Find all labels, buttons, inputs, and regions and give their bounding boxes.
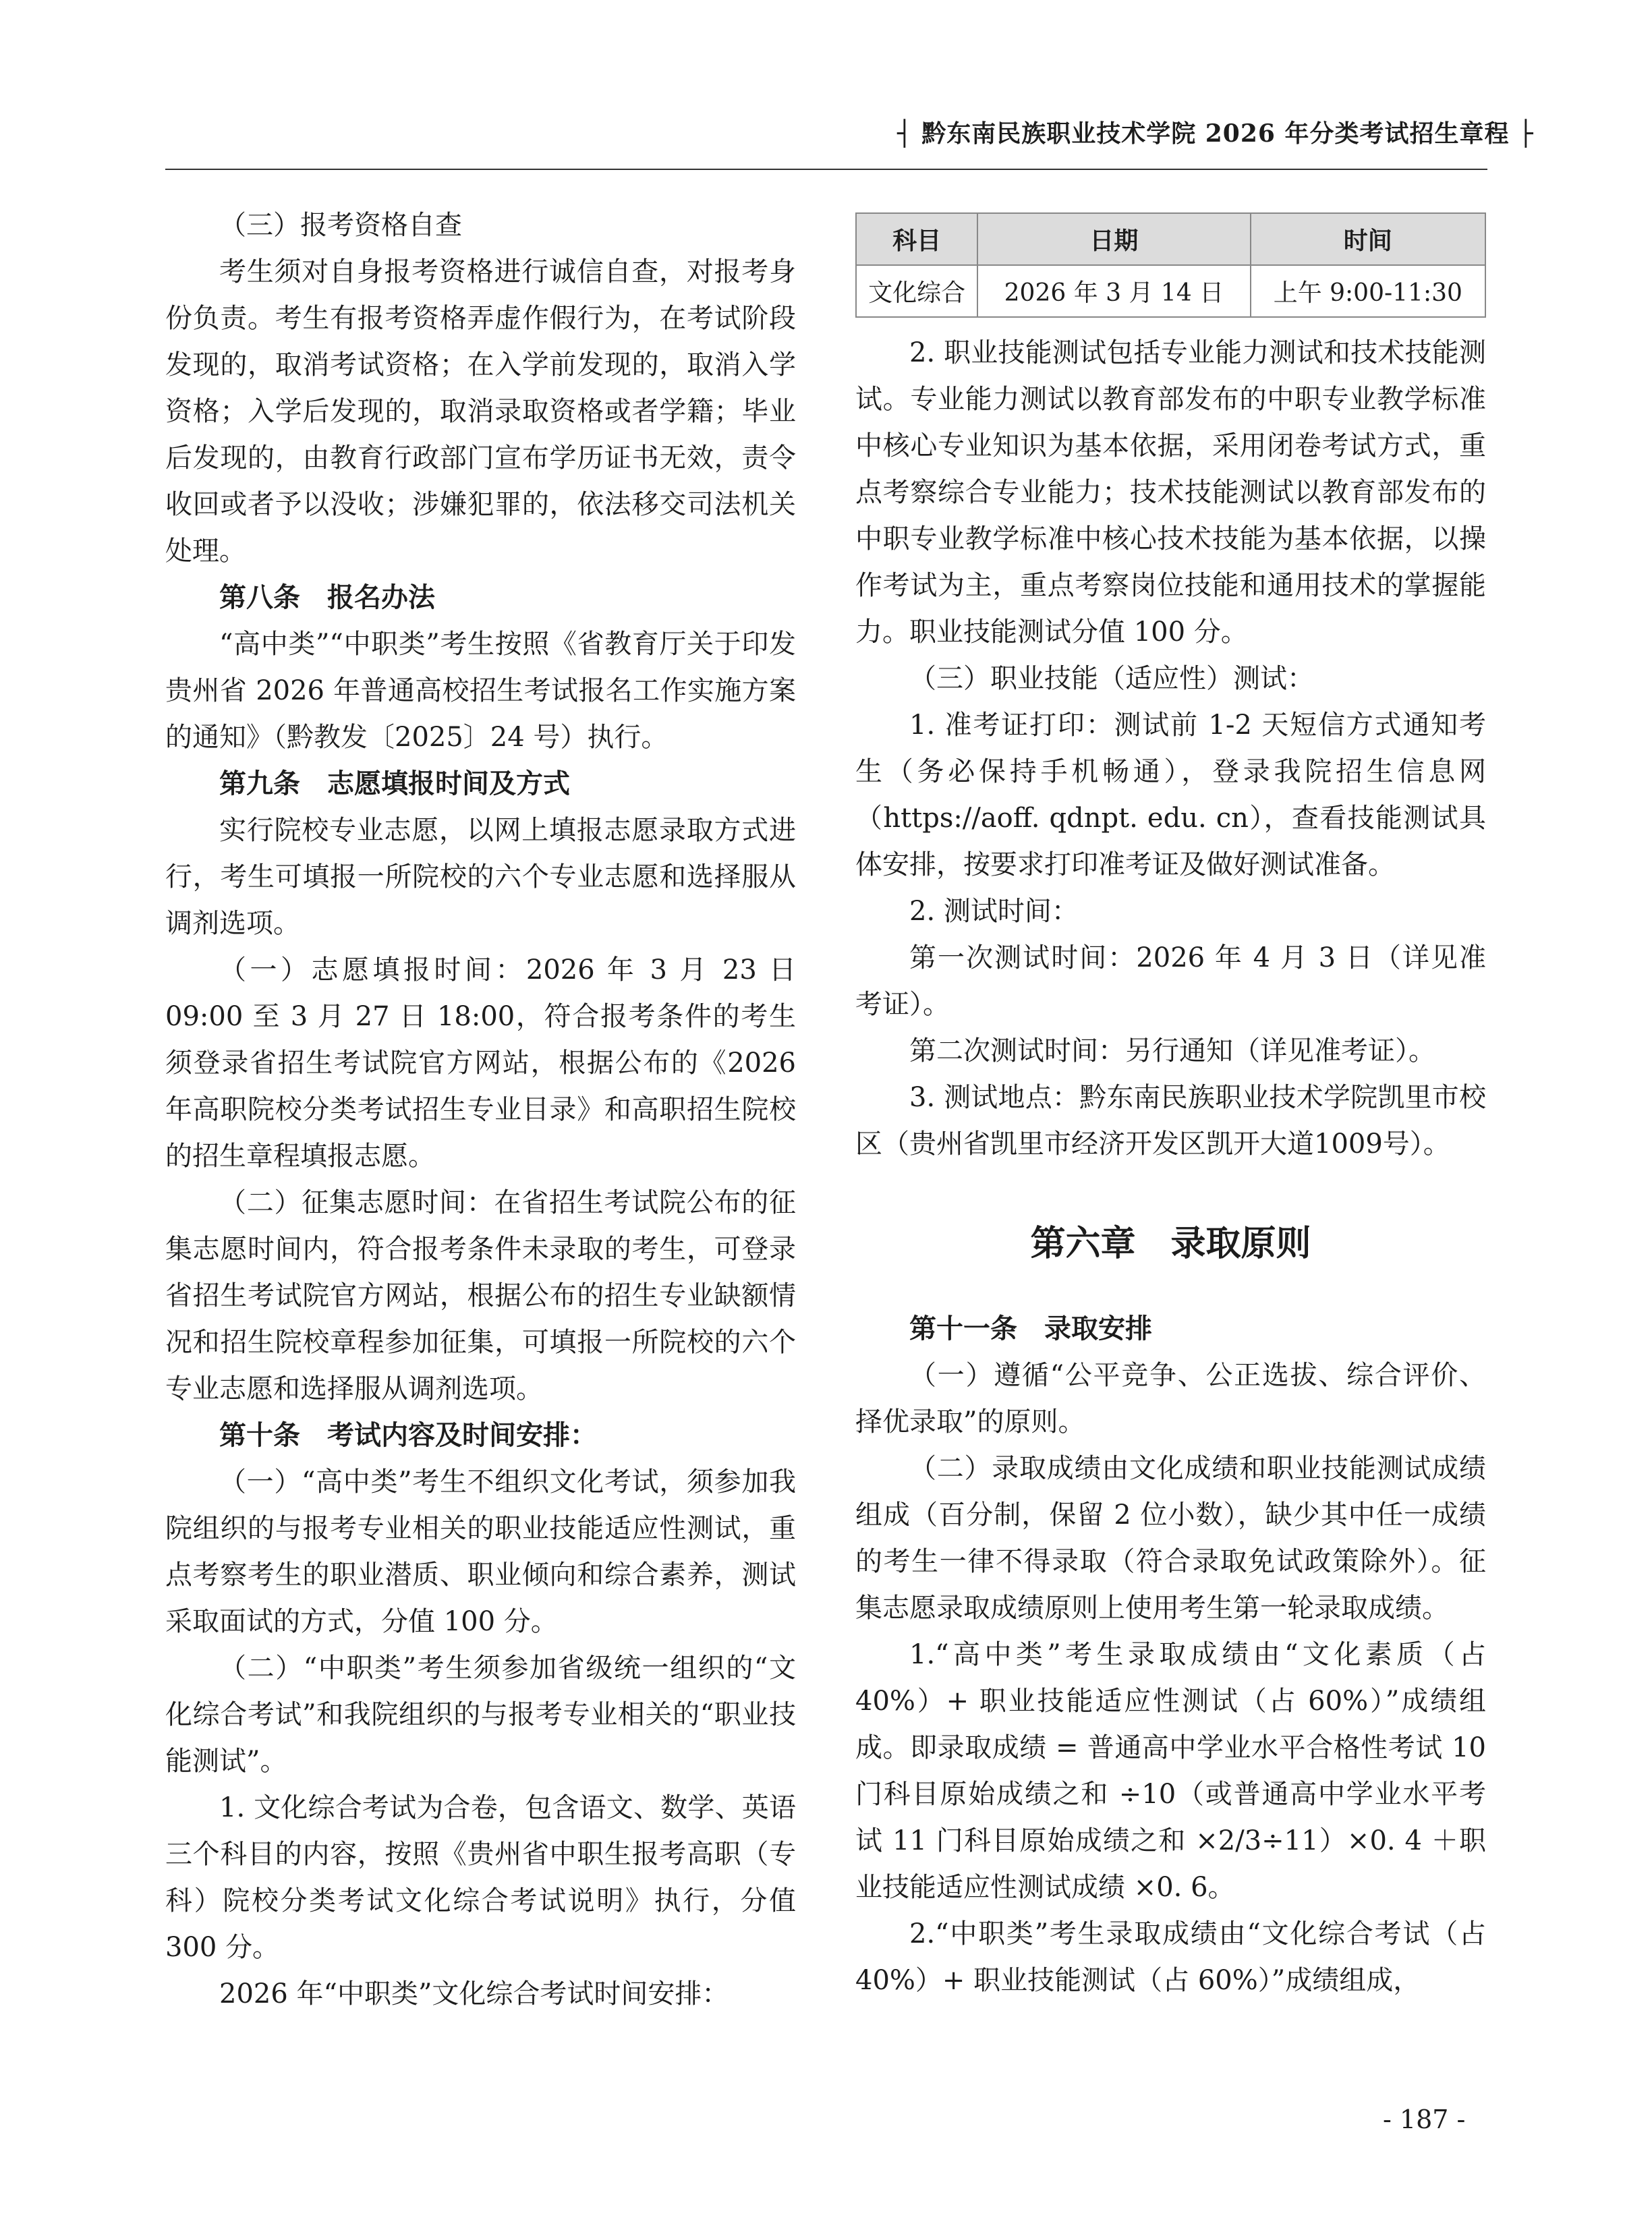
paragraph: 2026 年“中职类”文化综合考试时间安排： <box>219 1978 729 2009</box>
paragraph: （一）志愿填报时间：2026 年 3 月 23 日 09:00 至 3 月 27 日 18:00，符合报考条件的考生须登录省招生考试院官方网站，根据公布的《2026 年高职院校分类考试招生专业目录》和高职招生院校的招生章程填报志愿。 <box>165 954 796 1172</box>
left-column <box>165 202 796 2018</box>
paragraph: 3. 测试地点：黔东南民族职业技术学院凯里市校区（贵州省凯里市经济开发区凯开大道1009号）。 <box>855 1082 1486 1160</box>
paragraph: 1. 文化综合考试为合卷，包含语文、数学、英语三个科目的内容，按照《贵州省中职生报考高职（专科）院校分类考试文化综合考试说明》执行，分值 300 分。 <box>165 1792 796 1963</box>
paragraph: （三）职业技能（适应性）测试： <box>909 663 1314 694</box>
table-cell: 上午 9:00-11:30 <box>1251 265 1485 317</box>
header-rule <box>165 169 1487 170</box>
chapter-title: 第六章 录取原则 <box>1030 1224 1311 1264</box>
paragraph: “高中类”“中职类”考生按照《省教育厅关于印发贵州省 2026 年普通高校招生考试报名工作实施方案的通知》（黔教发〔2025〕24 号）执行。 <box>165 629 796 753</box>
paragraph: （二）“中职类”考生须参加省级统一组织的“文化综合考试”和我院组织的与报考专业相关的“职业技能测试”。 <box>165 1653 796 1777</box>
running-header: ┤ 黔东南民族职业技术学院 2026 年分类考试招生章程 ├ <box>897 119 1534 148</box>
article-heading: 第九条 志愿填报时间及方式 <box>219 768 570 799</box>
exam-schedule-table <box>855 212 1486 318</box>
paragraph: 2.“中职类”考生录取成绩由“文化综合考试（占 40%）+ 职业技能测试（占 60%）”成绩组成， <box>855 1918 1486 1996</box>
table-header-cell: 时间 <box>1251 213 1485 265</box>
table-header-cell: 日期 <box>977 213 1250 265</box>
paragraph: （二）征集志愿时间：在省招生考试院公布的征集志愿时间内，符合报考条件未录取的考生，可登录省招生考试院官方网站，根据公布的招生专业缺额情况和招生院校章程参加征集，可填报一所院校的六个专业志愿和选择服从调剂选项。 <box>165 1187 796 1404</box>
paragraph: 2. 测试时间： <box>909 896 1079 927</box>
paragraph: 1.“高中类”考生录取成绩由“文化素质（占 40%）+ 职业技能适应性测试（占 60%）”成绩组成。即录取成绩 = 普通高中学业水平合格性考试 10 门科目原始成绩之和 ÷10（或普通高中学业水平考试 11 门科目原始成绩之和 ×2/3÷11）×0. 4 ＋职业技能适应性测试成绩 ×0. 6。 <box>855 1639 1486 1903</box>
paragraph: 2. 职业技能测试包括专业能力测试和技术技能测试。专业能力测试以教育部发布的中职专业教学标准中核心专业知识为基本依据，采用闭卷考试方式，重点考察综合专业能力；技术技能测试以教育部发布的中职专业教学标准中核心技术技能为基本依据，以操作考试为主，重点考察岗位技能和通用技术的掌握能力。职业技能测试分值 100 分。 <box>855 337 1486 648</box>
table-header-cell: 科目 <box>856 213 977 265</box>
table-cell: 2026 年 3 月 14 日 <box>977 265 1250 317</box>
page-number: - 187 - <box>1383 2105 1466 2134</box>
table-row <box>856 265 1485 317</box>
paragraph: （三）报考资格自查 <box>219 210 462 241</box>
table-cell: 文化综合 <box>856 265 977 317</box>
paragraph: 1. 准考证打印：测试前 1-2 天短信方式通知考生（务必保持手机畅通），登录我院招生信息网（https://aoff. qdnpt. edu. cn），查看技能测试具体安排，按要求打印准考证及做好测试准备。 <box>855 710 1486 880</box>
paragraph: 第二次测试时间：另行通知（详见准考证）。 <box>909 1035 1435 1066</box>
paragraph: 第一次测试时间：2026 年 4 月 3 日（详见准考证）。 <box>855 942 1486 1020</box>
paragraph: 实行院校专业志愿，以网上填报志愿录取方式进行，考生可填报一所院校的六个专业志愿和选择服从调剂选项。 <box>165 815 796 939</box>
paragraph: （二）录取成绩由文化成绩和职业技能测试成绩组成（百分制，保留 2 位小数），缺少其中任一成绩的考生一律不得录取（符合录取免试政策除外）。征集志愿录取成绩原则上使用考生第一轮录取成绩。 <box>855 1453 1486 1624</box>
paragraph: （一）“高中类”考生不组织文化考试，须参加我院组织的与报考专业相关的职业技能适应性测试，重点考察考生的职业潜质、职业倾向和综合素养，测试采取面试的方式，分值 100 分。 <box>165 1466 796 1637</box>
article-heading: 第十条 考试内容及时间安排： <box>219 1420 597 1451</box>
article-heading: 第十一条 录取安排 <box>909 1313 1152 1344</box>
article-heading: 第八条 报名办法 <box>219 582 435 613</box>
paragraph: 考生须对自身报考资格进行诚信自查，对报考身份负责。考生有报考资格弄虚作假行为，在考试阶段发现的，取消考试资格；在入学前发现的，取消入学资格；入学后发现的，取消录取资格或者学籍；毕业后发现的，由教育行政部门宣布学历证书无效，责令收回或者予以没收；涉嫌犯罪的，依法移交司法机关处理。 <box>165 256 796 567</box>
paragraph: （一）遵循“公平竞争、公正选拔、综合评价、择优录取”的原则。 <box>855 1360 1486 1437</box>
right-column <box>855 199 1486 2004</box>
